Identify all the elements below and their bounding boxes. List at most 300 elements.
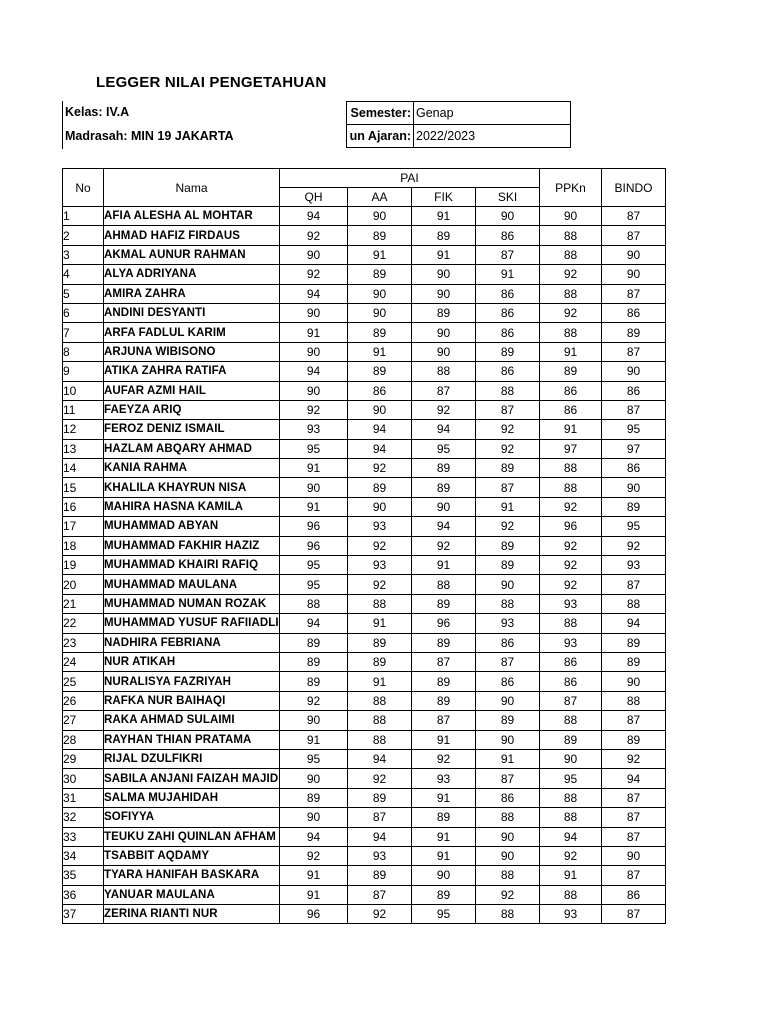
student-name: ARFA FADLUL KARIM xyxy=(104,323,280,342)
score-fik: 92 xyxy=(412,536,476,555)
row-number: 23 xyxy=(63,633,104,652)
table-row xyxy=(63,284,666,303)
row-number: 16 xyxy=(63,497,104,516)
student-name: TSABBIT AQDAMY xyxy=(104,846,280,865)
score-bindo: 87 xyxy=(602,400,666,419)
score-bindo: 89 xyxy=(602,633,666,652)
score-fik: 90 xyxy=(412,284,476,303)
score-fik: 89 xyxy=(412,303,476,322)
score-qh: 90 xyxy=(280,808,348,827)
score-ppkn: 92 xyxy=(540,265,602,284)
score-bindo: 90 xyxy=(602,672,666,691)
score-ski: 89 xyxy=(476,459,540,478)
score-ppkn: 87 xyxy=(540,691,602,710)
score-aa: 89 xyxy=(348,652,412,671)
score-ski: 90 xyxy=(476,730,540,749)
score-fik: 92 xyxy=(412,749,476,768)
row-number: 19 xyxy=(63,556,104,575)
semester-label: Semester: xyxy=(347,102,414,125)
score-ski: 88 xyxy=(476,381,540,400)
semester-value: Genap xyxy=(414,102,571,125)
score-ski: 93 xyxy=(476,614,540,633)
table-row xyxy=(63,827,666,846)
score-ppkn: 90 xyxy=(540,207,602,226)
score-fik: 93 xyxy=(412,769,476,788)
student-name: AFIA ALESHA AL MOHTAR xyxy=(104,207,280,226)
score-aa: 94 xyxy=(348,439,412,458)
student-name: RIJAL DZULFIKRI xyxy=(104,749,280,768)
score-fik: 90 xyxy=(412,265,476,284)
student-name: SALMA MUJAHIDAH xyxy=(104,788,280,807)
score-bindo: 92 xyxy=(602,749,666,768)
score-ski: 86 xyxy=(476,323,540,342)
score-bindo: 87 xyxy=(602,866,666,885)
table-row xyxy=(63,400,666,419)
score-qh: 89 xyxy=(280,788,348,807)
score-qh: 91 xyxy=(280,885,348,904)
score-qh: 93 xyxy=(280,420,348,439)
score-ppkn: 93 xyxy=(540,594,602,613)
table-row xyxy=(63,672,666,691)
score-fik: 89 xyxy=(412,633,476,652)
score-fik: 91 xyxy=(412,245,476,264)
table-row xyxy=(63,711,666,730)
score-fik: 92 xyxy=(412,400,476,419)
header-fik: FIK xyxy=(412,188,476,207)
score-ski: 92 xyxy=(476,420,540,439)
grades-table xyxy=(62,168,666,924)
table-row xyxy=(63,788,666,807)
student-name: FAEYZA ARIQ xyxy=(104,400,280,419)
score-bindo: 95 xyxy=(602,420,666,439)
table-row xyxy=(63,420,666,439)
score-fik: 88 xyxy=(412,575,476,594)
table-row xyxy=(63,323,666,342)
score-qh: 95 xyxy=(280,749,348,768)
score-aa: 91 xyxy=(348,342,412,361)
score-qh: 89 xyxy=(280,672,348,691)
score-ski: 90 xyxy=(476,827,540,846)
score-qh: 96 xyxy=(280,517,348,536)
score-aa: 92 xyxy=(348,459,412,478)
score-ski: 92 xyxy=(476,439,540,458)
score-ppkn: 93 xyxy=(540,905,602,924)
score-fik: 91 xyxy=(412,556,476,575)
row-number: 28 xyxy=(63,730,104,749)
score-qh: 95 xyxy=(280,556,348,575)
score-ski: 90 xyxy=(476,691,540,710)
student-name: AHMAD HAFIZ FIRDAUS xyxy=(104,226,280,245)
table-row xyxy=(63,536,666,555)
score-qh: 91 xyxy=(280,323,348,342)
student-name: AMIRA ZAHRA xyxy=(104,284,280,303)
score-aa: 94 xyxy=(348,827,412,846)
score-qh: 94 xyxy=(280,614,348,633)
score-ppkn: 86 xyxy=(540,672,602,691)
score-qh: 90 xyxy=(280,478,348,497)
score-fik: 89 xyxy=(412,885,476,904)
score-fik: 94 xyxy=(412,420,476,439)
score-ppkn: 89 xyxy=(540,730,602,749)
score-ski: 92 xyxy=(476,885,540,904)
student-name: MUHAMMAD MAULANA xyxy=(104,575,280,594)
row-number: 9 xyxy=(63,362,104,381)
header-ppkn: PPKn xyxy=(540,169,602,207)
score-bindo: 94 xyxy=(602,614,666,633)
score-ski: 89 xyxy=(476,342,540,361)
row-number: 15 xyxy=(63,478,104,497)
score-qh: 95 xyxy=(280,439,348,458)
document-title: LEGGER NILAI PENGETAHUAN xyxy=(96,74,327,91)
score-bindo: 87 xyxy=(602,226,666,245)
score-fik: 91 xyxy=(412,730,476,749)
score-qh: 91 xyxy=(280,497,348,516)
score-fik: 88 xyxy=(412,362,476,381)
table-row xyxy=(63,245,666,264)
score-fik: 87 xyxy=(412,652,476,671)
table-row xyxy=(63,362,666,381)
score-qh: 92 xyxy=(280,400,348,419)
score-bindo: 87 xyxy=(602,284,666,303)
score-ppkn: 94 xyxy=(540,827,602,846)
student-name: ZERINA RIANTI NUR xyxy=(104,905,280,924)
row-number: 17 xyxy=(63,517,104,536)
table-row xyxy=(63,207,666,226)
score-aa: 88 xyxy=(348,730,412,749)
score-aa: 94 xyxy=(348,749,412,768)
score-ppkn: 86 xyxy=(540,381,602,400)
row-number: 11 xyxy=(63,400,104,419)
score-ski: 87 xyxy=(476,652,540,671)
score-ppkn: 92 xyxy=(540,536,602,555)
score-ski: 87 xyxy=(476,245,540,264)
score-qh: 92 xyxy=(280,846,348,865)
score-fik: 95 xyxy=(412,905,476,924)
student-name: SOFIYYA xyxy=(104,808,280,827)
score-aa: 88 xyxy=(348,691,412,710)
row-number: 26 xyxy=(63,691,104,710)
score-ski: 86 xyxy=(476,672,540,691)
score-aa: 92 xyxy=(348,575,412,594)
score-qh: 90 xyxy=(280,303,348,322)
score-bindo: 97 xyxy=(602,439,666,458)
score-fik: 95 xyxy=(412,439,476,458)
table-row xyxy=(63,691,666,710)
score-bindo: 86 xyxy=(602,885,666,904)
table-row xyxy=(63,614,666,633)
score-ski: 88 xyxy=(476,594,540,613)
student-name: HAZLAM ABQARY AHMAD xyxy=(104,439,280,458)
row-number: 18 xyxy=(63,536,104,555)
score-ski: 86 xyxy=(476,284,540,303)
student-name: NADHIRA FEBRIANA xyxy=(104,633,280,652)
score-ski: 89 xyxy=(476,711,540,730)
row-number: 22 xyxy=(63,614,104,633)
score-qh: 94 xyxy=(280,207,348,226)
score-aa: 89 xyxy=(348,788,412,807)
score-qh: 90 xyxy=(280,342,348,361)
score-aa: 89 xyxy=(348,226,412,245)
score-fik: 91 xyxy=(412,827,476,846)
score-qh: 94 xyxy=(280,827,348,846)
score-ppkn: 92 xyxy=(540,575,602,594)
row-number: 31 xyxy=(63,788,104,807)
table-row xyxy=(63,575,666,594)
score-bindo: 93 xyxy=(602,556,666,575)
score-aa: 90 xyxy=(348,400,412,419)
student-name: YANUAR MAULANA xyxy=(104,885,280,904)
score-qh: 88 xyxy=(280,594,348,613)
table-row xyxy=(63,846,666,865)
row-number: 27 xyxy=(63,711,104,730)
score-ppkn: 97 xyxy=(540,439,602,458)
row-number: 36 xyxy=(63,885,104,904)
score-bindo: 90 xyxy=(602,245,666,264)
score-aa: 89 xyxy=(348,478,412,497)
row-number: 1 xyxy=(63,207,104,226)
score-bindo: 88 xyxy=(602,594,666,613)
score-fik: 90 xyxy=(412,866,476,885)
student-name: MUHAMMAD KHAIRI RAFIQ xyxy=(104,556,280,575)
score-ppkn: 89 xyxy=(540,362,602,381)
table-row xyxy=(63,652,666,671)
score-aa: 92 xyxy=(348,905,412,924)
score-fik: 87 xyxy=(412,711,476,730)
table-row xyxy=(63,885,666,904)
row-number: 3 xyxy=(63,245,104,264)
score-aa: 92 xyxy=(348,536,412,555)
score-fik: 89 xyxy=(412,226,476,245)
score-aa: 93 xyxy=(348,846,412,865)
score-ppkn: 86 xyxy=(540,652,602,671)
row-number: 20 xyxy=(63,575,104,594)
score-ppkn: 88 xyxy=(540,478,602,497)
score-qh: 89 xyxy=(280,633,348,652)
table-row xyxy=(63,497,666,516)
row-number: 2 xyxy=(63,226,104,245)
student-name: KHALILA KHAYRUN NISA xyxy=(104,478,280,497)
row-number: 32 xyxy=(63,808,104,827)
student-name: KANIA RAHMA xyxy=(104,459,280,478)
score-bindo: 86 xyxy=(602,381,666,400)
score-qh: 92 xyxy=(280,226,348,245)
student-name: ALYA ADRIYANA xyxy=(104,265,280,284)
score-ski: 88 xyxy=(476,905,540,924)
table-row xyxy=(63,381,666,400)
score-aa: 87 xyxy=(348,808,412,827)
score-ppkn: 88 xyxy=(540,711,602,730)
score-aa: 91 xyxy=(348,672,412,691)
score-fik: 89 xyxy=(412,672,476,691)
score-ppkn: 92 xyxy=(540,846,602,865)
score-bindo: 89 xyxy=(602,730,666,749)
score-qh: 95 xyxy=(280,575,348,594)
score-qh: 92 xyxy=(280,265,348,284)
score-qh: 92 xyxy=(280,691,348,710)
score-aa: 89 xyxy=(348,866,412,885)
score-aa: 90 xyxy=(348,303,412,322)
student-name: TEUKU ZAHI QUINLAN AFHAM xyxy=(104,827,280,846)
row-number: 14 xyxy=(63,459,104,478)
row-number: 10 xyxy=(63,381,104,400)
score-bindo: 89 xyxy=(602,323,666,342)
score-fik: 89 xyxy=(412,478,476,497)
score-ski: 87 xyxy=(476,478,540,497)
table-row xyxy=(63,303,666,322)
score-ski: 91 xyxy=(476,749,540,768)
score-bindo: 90 xyxy=(602,265,666,284)
score-aa: 87 xyxy=(348,885,412,904)
score-ski: 86 xyxy=(476,362,540,381)
score-qh: 94 xyxy=(280,284,348,303)
score-aa: 88 xyxy=(348,594,412,613)
table-row xyxy=(63,439,666,458)
header-qh: QH xyxy=(280,188,348,207)
student-name: RAKA AHMAD SULAIMI xyxy=(104,711,280,730)
row-number: 6 xyxy=(63,303,104,322)
table-row xyxy=(63,633,666,652)
table-row xyxy=(63,866,666,885)
row-number: 34 xyxy=(63,846,104,865)
score-bindo: 90 xyxy=(602,846,666,865)
student-name: RAYHAN THIAN PRATAMA xyxy=(104,730,280,749)
score-ski: 89 xyxy=(476,556,540,575)
score-ppkn: 88 xyxy=(540,226,602,245)
row-number: 4 xyxy=(63,265,104,284)
table-row xyxy=(63,226,666,245)
score-aa: 89 xyxy=(348,323,412,342)
header-bindo: BINDO xyxy=(602,169,666,207)
score-fik: 89 xyxy=(412,594,476,613)
score-aa: 89 xyxy=(348,265,412,284)
header-ski: SKI xyxy=(476,188,540,207)
header-no: No xyxy=(63,169,104,207)
score-qh: 90 xyxy=(280,245,348,264)
kelas-label: Kelas: IV.A xyxy=(65,105,130,119)
student-name: MUHAMMAD FAKHIR HAZIZ xyxy=(104,536,280,555)
score-fik: 91 xyxy=(412,207,476,226)
score-bindo: 87 xyxy=(602,207,666,226)
row-number: 24 xyxy=(63,652,104,671)
score-aa: 93 xyxy=(348,517,412,536)
score-aa: 89 xyxy=(348,362,412,381)
row-number: 25 xyxy=(63,672,104,691)
row-number: 35 xyxy=(63,866,104,885)
row-number: 5 xyxy=(63,284,104,303)
score-aa: 91 xyxy=(348,245,412,264)
score-ppkn: 88 xyxy=(540,885,602,904)
score-aa: 89 xyxy=(348,633,412,652)
score-fik: 96 xyxy=(412,614,476,633)
grade-rows xyxy=(63,207,666,924)
score-bindo: 87 xyxy=(602,711,666,730)
score-aa: 93 xyxy=(348,556,412,575)
score-aa: 94 xyxy=(348,420,412,439)
score-ppkn: 91 xyxy=(540,342,602,361)
score-ppkn: 88 xyxy=(540,808,602,827)
score-qh: 91 xyxy=(280,459,348,478)
score-ppkn: 88 xyxy=(540,245,602,264)
score-ski: 90 xyxy=(476,207,540,226)
tahun-ajaran-label: un Ajaran: xyxy=(347,125,414,148)
score-fik: 89 xyxy=(412,691,476,710)
table-row xyxy=(63,517,666,536)
score-ski: 86 xyxy=(476,788,540,807)
score-bindo: 89 xyxy=(602,497,666,516)
score-ppkn: 93 xyxy=(540,633,602,652)
table-row xyxy=(63,808,666,827)
class-info xyxy=(62,101,273,149)
student-name: NURALISYA FAZRIYAH xyxy=(104,672,280,691)
score-qh: 90 xyxy=(280,769,348,788)
student-name: SABILA ANJANI FAIZAH MAJID xyxy=(104,769,280,788)
row-number: 30 xyxy=(63,769,104,788)
row-number: 29 xyxy=(63,749,104,768)
table-row xyxy=(63,749,666,768)
score-ppkn: 88 xyxy=(540,323,602,342)
score-bindo: 87 xyxy=(602,827,666,846)
score-fik: 90 xyxy=(412,323,476,342)
score-aa: 86 xyxy=(348,381,412,400)
score-fik: 91 xyxy=(412,846,476,865)
score-ski: 91 xyxy=(476,497,540,516)
student-name: AKMAL AUNUR RAHMAN xyxy=(104,245,280,264)
table-row xyxy=(63,342,666,361)
score-bindo: 87 xyxy=(602,575,666,594)
table-row xyxy=(63,905,666,924)
score-ski: 92 xyxy=(476,517,540,536)
header-aa: AA xyxy=(348,188,412,207)
score-ppkn: 91 xyxy=(540,866,602,885)
score-bindo: 89 xyxy=(602,652,666,671)
score-aa: 90 xyxy=(348,497,412,516)
student-name: ARJUNA WIBISONO xyxy=(104,342,280,361)
score-bindo: 87 xyxy=(602,905,666,924)
score-fik: 91 xyxy=(412,788,476,807)
score-ppkn: 88 xyxy=(540,284,602,303)
score-fik: 87 xyxy=(412,381,476,400)
score-ppkn: 86 xyxy=(540,400,602,419)
score-bindo: 87 xyxy=(602,342,666,361)
score-ski: 88 xyxy=(476,866,540,885)
score-aa: 90 xyxy=(348,207,412,226)
score-aa: 91 xyxy=(348,614,412,633)
score-ppkn: 96 xyxy=(540,517,602,536)
score-bindo: 90 xyxy=(602,478,666,497)
score-ppkn: 88 xyxy=(540,788,602,807)
student-name: FEROZ DENIZ ISMAIL xyxy=(104,420,280,439)
madrasah-label: Madrasah: MIN 19 JAKARTA xyxy=(65,129,234,143)
table-row xyxy=(63,594,666,613)
table-row xyxy=(63,769,666,788)
score-aa: 90 xyxy=(348,284,412,303)
score-bindo: 90 xyxy=(602,362,666,381)
score-bindo: 94 xyxy=(602,769,666,788)
tahun-ajaran-value: 2022/2023 xyxy=(414,125,571,148)
student-name: MAHIRA HASNA KAMILA xyxy=(104,497,280,516)
score-qh: 91 xyxy=(280,866,348,885)
score-ppkn: 91 xyxy=(540,420,602,439)
score-fik: 94 xyxy=(412,517,476,536)
score-bindo: 95 xyxy=(602,517,666,536)
score-ski: 87 xyxy=(476,769,540,788)
score-ski: 86 xyxy=(476,633,540,652)
student-name: ANDINI DESYANTI xyxy=(104,303,280,322)
score-ski: 88 xyxy=(476,808,540,827)
row-number: 37 xyxy=(63,905,104,924)
table-row xyxy=(63,265,666,284)
score-qh: 96 xyxy=(280,536,348,555)
